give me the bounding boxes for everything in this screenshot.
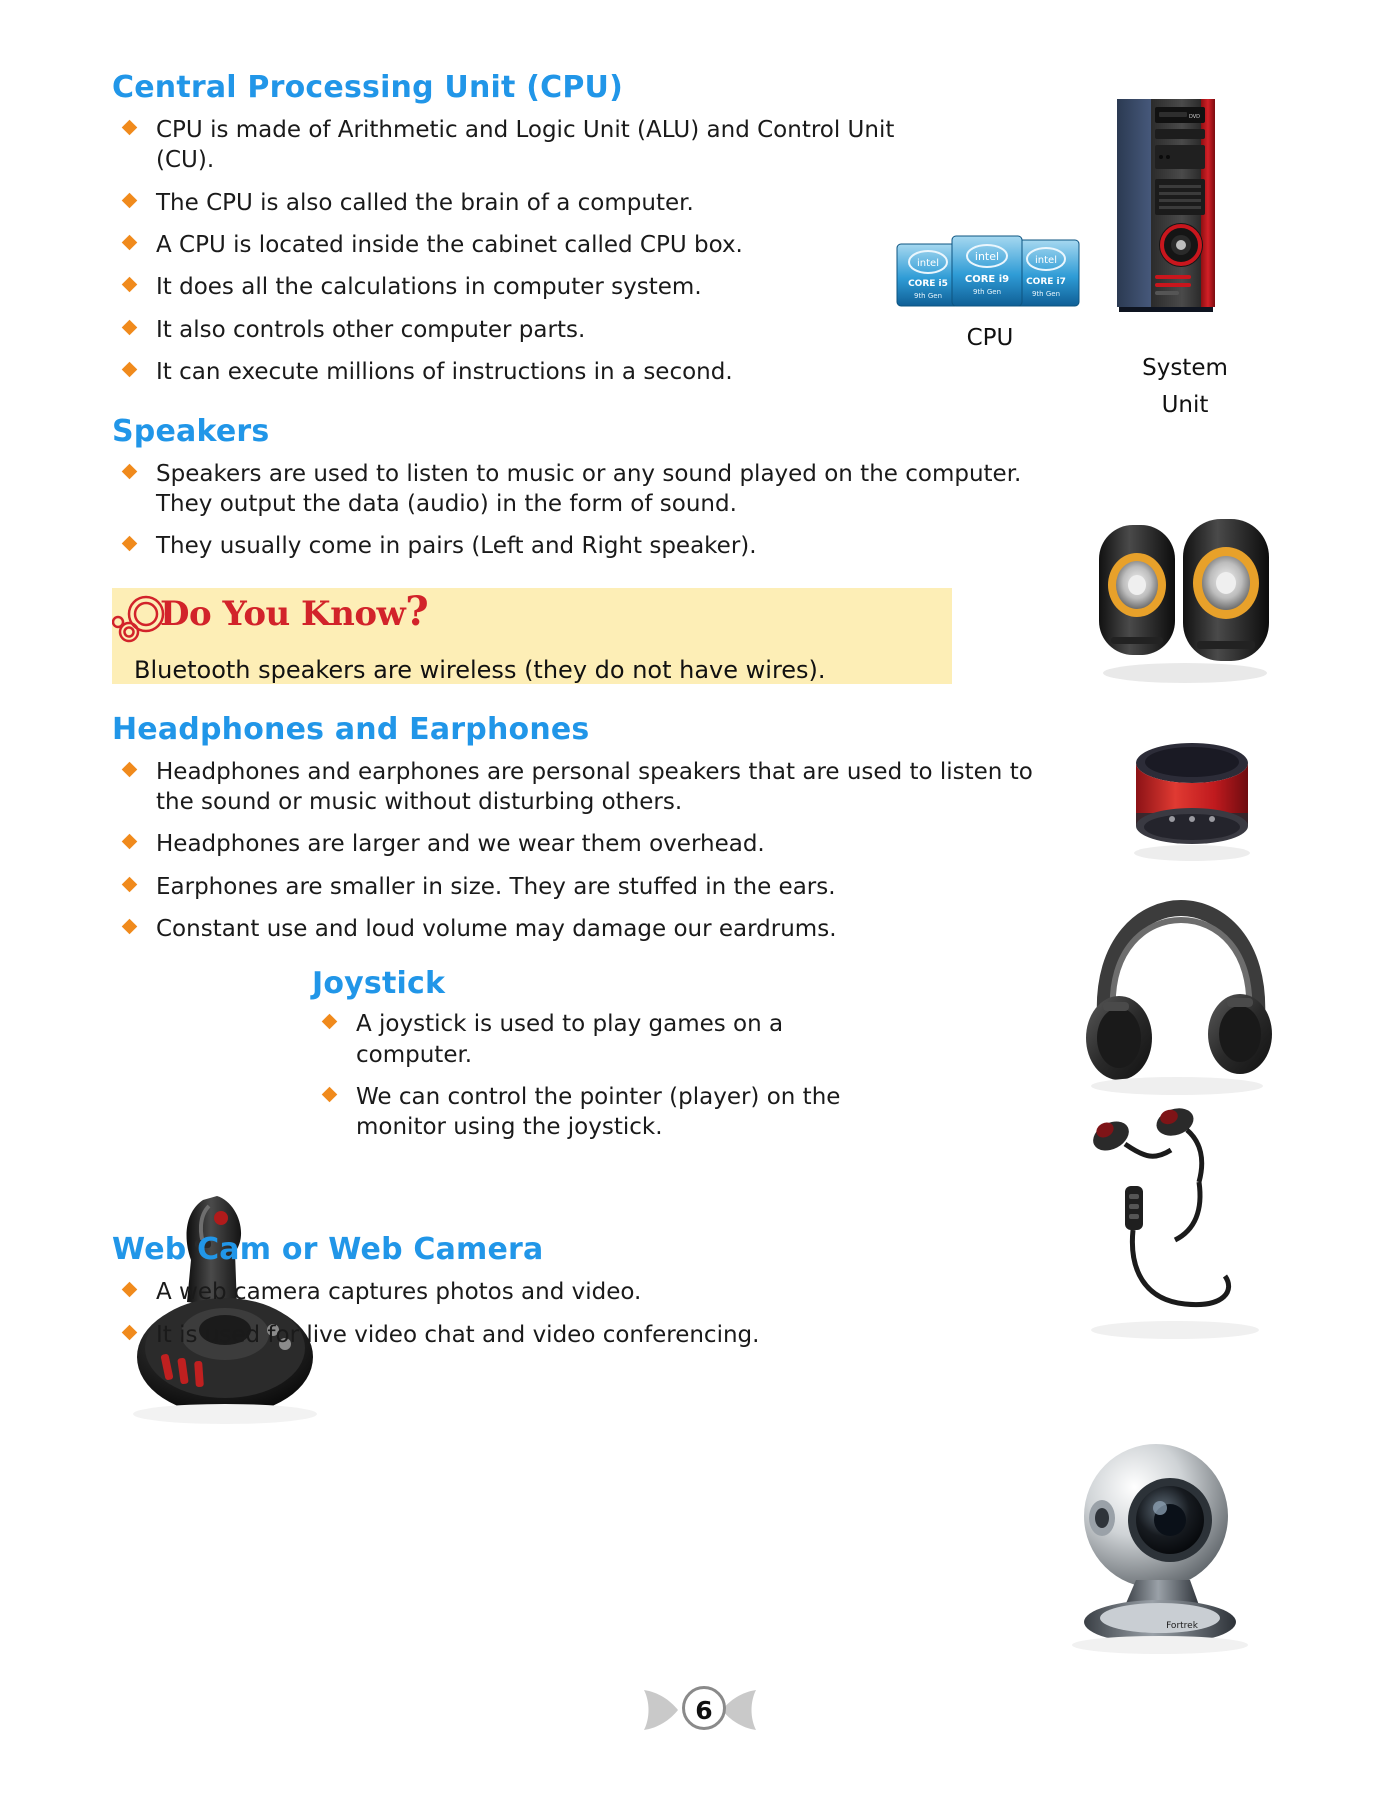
- do-you-know-title-text: Do You Know: [160, 593, 406, 634]
- bullet-text: Headphones are larger and we wear them overhead.: [156, 831, 765, 858]
- list-item: [112, 230, 902, 260]
- list-item: [312, 1082, 872, 1143]
- list-item: [112, 1277, 1012, 1307]
- svg-text:CORE i5: CORE i5: [908, 279, 948, 289]
- headphones-image: [1085, 898, 1275, 1098]
- bullet-text: It does all the calculations in computer system.: [156, 274, 702, 301]
- list-item: [312, 1009, 872, 1070]
- do-you-know-box: [112, 588, 952, 684]
- diamond-bullet-icon: [122, 536, 138, 552]
- section-cpu: [112, 70, 1112, 388]
- list-item: [112, 829, 1062, 859]
- bullet-text: CPU is made of Arithmetic and Logic Unit (ALU) and Control Unit (CU).: [156, 117, 895, 174]
- svg-text:9th Gen: 9th Gen: [972, 288, 1002, 296]
- bullet-list-headphones: [112, 757, 1062, 945]
- svg-text:9th Gen: 9th Gen: [913, 292, 943, 300]
- bullet-list-webcam: [112, 1277, 1012, 1350]
- diamond-bullet-icon: [122, 120, 138, 136]
- joystick-text-block: [312, 966, 932, 1142]
- section-webcam: [112, 1232, 1112, 1350]
- system-unit-figure-label-line1: System: [1142, 355, 1228, 381]
- question-mark-icon: ?: [405, 587, 429, 635]
- svg-text:Fortrek: Fortrek: [1166, 1621, 1198, 1631]
- svg-text:intel: intel: [974, 250, 1000, 263]
- list-item: [112, 914, 1062, 944]
- bullet-text: Speakers are used to listen to music or any sound played on the computer. They output the data (audio) in the form of sound.: [156, 460, 1022, 517]
- bullet-text: A joystick is used to play games on a computer.: [356, 1011, 784, 1068]
- bullet-text: It is used for live video chat and video conferencing.: [156, 1321, 760, 1348]
- bullet-text: The CPU is also called the brain of a computer.: [156, 189, 694, 216]
- list-item: [112, 357, 902, 387]
- diamond-bullet-icon: [122, 1324, 138, 1340]
- bullet-text: Earphones are smaller in size. They are stuffed in the ears.: [156, 873, 836, 900]
- list-item: [112, 872, 1062, 902]
- list-item: [112, 115, 902, 176]
- bullet-text: A web camera captures photos and video.: [156, 1279, 642, 1306]
- diamond-bullet-icon: [122, 876, 138, 892]
- bullet-text: Constant use and loud volume may damage our eardrums.: [156, 916, 837, 943]
- svg-text:CORE i7: CORE i7: [1026, 277, 1066, 287]
- diamond-bullet-icon: [122, 761, 138, 777]
- list-item: [112, 531, 1062, 561]
- do-you-know-title: [160, 588, 428, 635]
- bullet-list-speakers: [112, 459, 1062, 562]
- list-item: [112, 272, 902, 302]
- section-title-joystick: Joystick: [312, 966, 446, 1002]
- diamond-bullet-icon: [122, 235, 138, 251]
- diamond-bullet-icon: [122, 192, 138, 208]
- svg-text:9th Gen: 9th Gen: [1031, 290, 1061, 298]
- bullet-text: We can control the pointer (player) on the monitor using the joystick.: [356, 1084, 841, 1141]
- bullet-text: A CPU is located inside the cabinet called CPU box.: [156, 232, 743, 259]
- list-item: [112, 188, 902, 218]
- webcam-image: [1050, 1430, 1270, 1660]
- system-unit-figure-label-line2: Unit: [1161, 392, 1209, 418]
- section-speakers: [112, 414, 1112, 562]
- diamond-bullet-icon: [122, 320, 138, 336]
- bullet-text: Headphones and earphones are personal speakers that are used to listen to the sound or music without disturbing others.: [156, 758, 1033, 815]
- list-item: [112, 459, 1062, 520]
- list-item: [112, 315, 902, 345]
- svg-text:DVD: DVD: [1189, 114, 1201, 120]
- list-item: [112, 757, 1062, 818]
- do-you-know-text: Bluetooth speakers are wireless (they do not have wires).: [134, 655, 826, 684]
- diamond-bullet-icon: [122, 362, 138, 378]
- svg-text:CORE i9: CORE i9: [964, 274, 1010, 285]
- page-number-footer: [0, 1684, 1400, 1742]
- section-joystick: [112, 966, 1112, 1196]
- list-item: [112, 1320, 1012, 1350]
- diamond-bullet-icon: [122, 277, 138, 293]
- page-content: [112, 70, 1112, 1362]
- system-unit-image: [1105, 95, 1265, 315]
- diamond-bullet-icon: [122, 1282, 138, 1298]
- bullet-text: It can execute millions of instructions in a second.: [156, 359, 733, 386]
- section-title-headphones: Headphones and Earphones: [112, 711, 590, 747]
- page-number: 6: [682, 1686, 726, 1730]
- section-title-cpu: Central Processing Unit (CPU): [112, 70, 623, 105]
- diamond-bullet-icon: [322, 1087, 338, 1103]
- section-title-speakers: Speakers: [112, 413, 270, 449]
- diamond-bullet-icon: [122, 919, 138, 935]
- diamond-bullet-icon: [122, 834, 138, 850]
- bullet-text: They usually come in pairs (Left and Right speaker).: [156, 533, 757, 560]
- section-title-webcam: Web Cam or Web Camera: [112, 1232, 544, 1268]
- section-headphones: [112, 712, 1112, 945]
- diamond-bullet-icon: [122, 463, 138, 479]
- diamond-bullet-icon: [322, 1014, 338, 1030]
- svg-text:intel: intel: [917, 258, 939, 269]
- bluetooth-speaker-image: [1120, 735, 1270, 865]
- svg-text:intel: intel: [1035, 255, 1057, 266]
- bullet-list-cpu: [112, 115, 902, 388]
- bullet-list-joystick: [312, 1009, 872, 1142]
- cpu-figure-label: CPU: [966, 325, 1014, 351]
- bullet-text: It also controls other computer parts.: [156, 316, 586, 343]
- desktop-speakers-image: [1095, 515, 1275, 690]
